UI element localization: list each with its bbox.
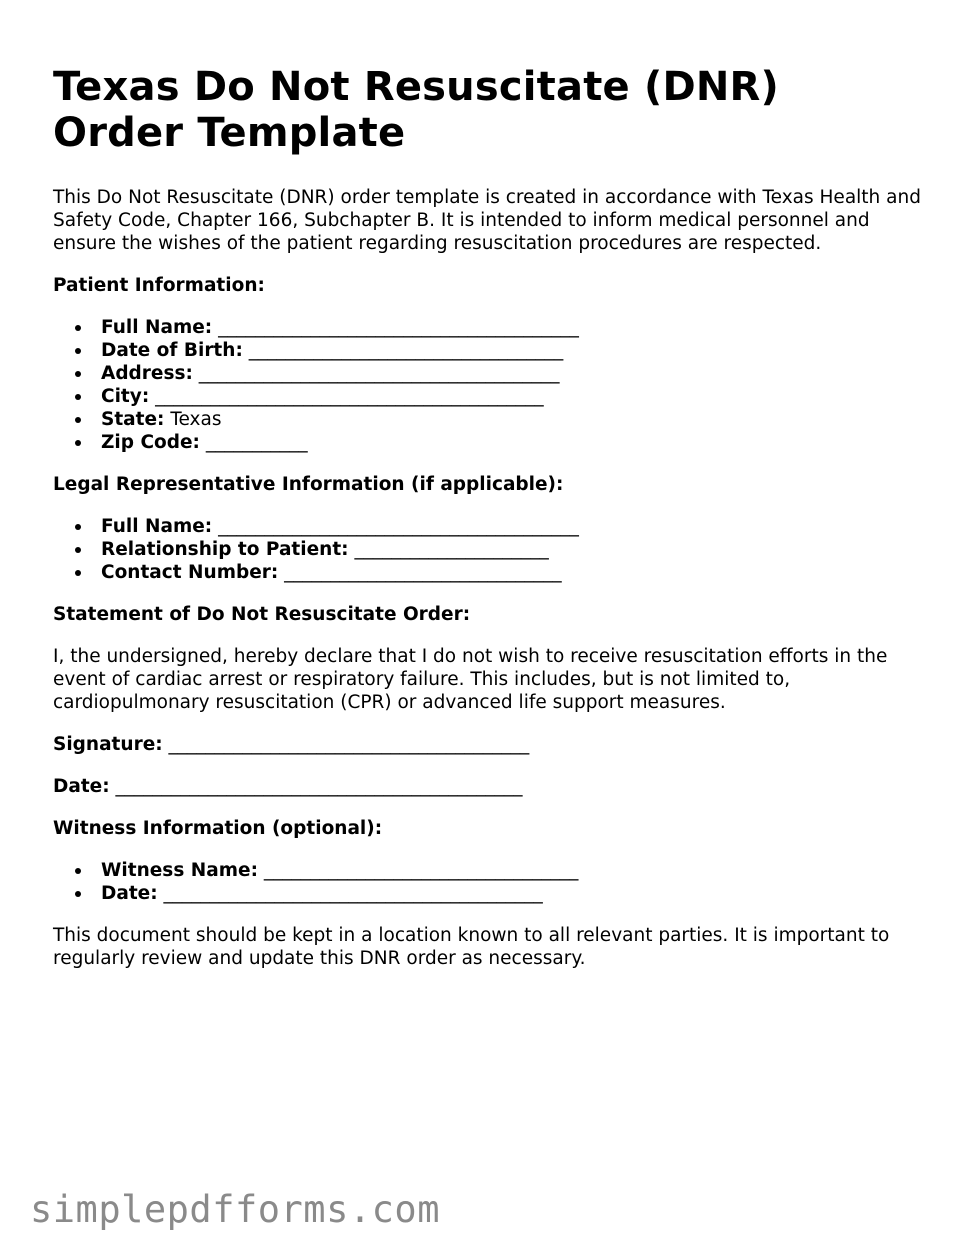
witness-name-field[interactable] [101,859,923,882]
patient-full-name-field[interactable] [101,316,923,339]
signature-blank[interactable]: _______________________________________ [168,734,530,755]
field-blank[interactable]: _______________________________________ [198,363,560,384]
field-label: Full Name: [101,516,213,537]
representative-full-name-field[interactable] [101,515,923,538]
field-label: Zip Code: [101,432,200,453]
watermark-text: simplepdfforms.com [30,1188,440,1231]
field-blank[interactable]: _____________________ [354,539,549,560]
field-value: Texas [170,409,222,430]
field-blank[interactable]: ______________________________ [284,562,562,583]
representative-info-heading: Legal Representative Information (if applicable): [53,474,564,495]
statement-heading: Statement of Do Not Resuscitate Order: [53,604,471,625]
document-page [53,64,923,989]
field-blank[interactable]: __________________________________ [263,860,579,881]
patient-city-field[interactable] [101,385,923,408]
patient-zip-field[interactable] [101,431,923,454]
field-label: Full Name: [101,317,213,338]
field-label: State: [101,409,165,430]
patient-info-list [53,316,923,454]
patient-dob-field[interactable] [101,339,923,362]
field-blank[interactable]: __________________________________ [248,340,564,361]
witness-info-heading: Witness Information (optional): [53,818,383,839]
representative-info-list [53,515,923,584]
field-label: Date of Birth: [101,340,243,361]
witness-date-field[interactable] [101,882,923,905]
date-field[interactable] [53,775,923,798]
date-blank[interactable]: ____________________________________________ [115,776,523,797]
document-title: Texas Do Not Resuscitate (DNR) Order Template [53,64,780,156]
signature-label: Signature: [53,734,163,755]
field-blank[interactable]: _______________________________________ [218,516,579,537]
statement-paragraph: I, the undersigned, hereby declare that I do not wish to receive resuscitation efforts in the event of cardiac arrest or respiratory failure. This includes, but is not limited to, cardiopulmonary resuscitation (CPR) or advanced life support measures. [53,646,888,713]
intro-paragraph: This Do Not Resuscitate (DNR) order template is created in accordance with Texas Health and Safety Code, Chapter 166, Subchapter B. It is intended to inform medical personnel and ensure the wishes of the patient regarding resuscitation procedures are respected. [53,187,921,254]
field-blank[interactable]: _______________________________________ [218,317,579,338]
closing-paragraph: This document should be kept in a location known to all relevant parties. It is important to regularly review and update this DNR order as necessary. [53,925,890,969]
date-label: Date: [53,776,110,797]
field-blank[interactable]: ___________ [205,432,308,453]
field-label: Date: [101,883,158,904]
field-label: Witness Name: [101,860,258,881]
field-label: Relationship to Patient: [101,539,349,560]
representative-contact-field[interactable] [101,561,923,584]
field-blank[interactable]: _________________________________________ [163,883,543,904]
field-blank[interactable]: __________________________________________ [155,386,544,407]
signature-field[interactable] [53,733,923,756]
patient-address-field[interactable] [101,362,923,385]
witness-info-list [53,859,923,905]
field-label: Contact Number: [101,562,279,583]
field-label: Address: [101,363,193,384]
field-label: City: [101,386,150,407]
patient-info-heading: Patient Information: [53,275,265,296]
patient-state-field [101,408,923,431]
representative-relationship-field[interactable] [101,538,923,561]
